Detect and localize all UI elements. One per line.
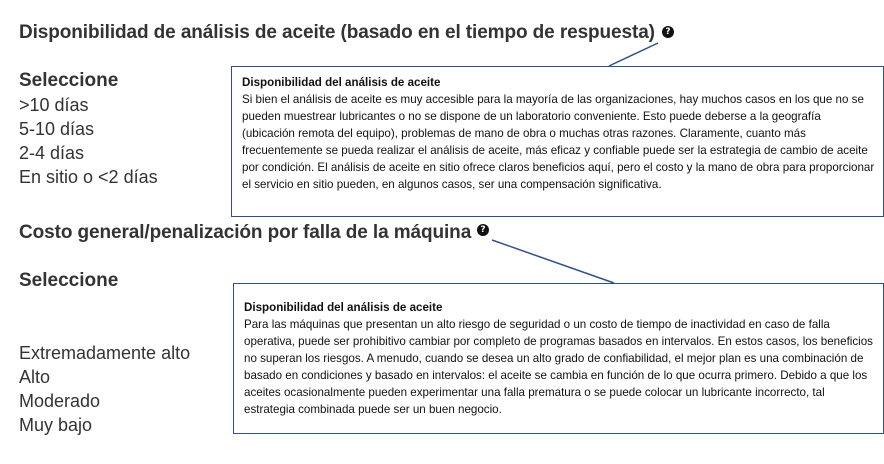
oil-analysis-select-label: Seleccione: [19, 70, 119, 91]
option-high[interactable]: Alto: [19, 367, 51, 387]
option-onsite-under-2-days[interactable]: En sitio o <2 días: [19, 167, 158, 187]
tooltip-title: Disponibilidad del análisis de aceite: [242, 76, 441, 89]
machine-failure-cost-heading: Costo general/penalización por falla de la máquina: [19, 222, 472, 243]
failure-cost-tooltip: [233, 283, 884, 434]
failure-cost-select-label: Seleccione: [19, 270, 119, 291]
help-icon[interactable]: ?: [477, 224, 489, 236]
failure-cost-options: [19, 341, 190, 437]
option-moderate[interactable]: Moderado: [19, 391, 101, 411]
oil-analysis-availability-heading: Disponibilidad de análisis de aceite (basado en el tiempo de respuesta): [19, 22, 655, 43]
tooltip-body: Si bien el análisis de aceite es muy accesible para la mayoría de las organizaciones, hay muchos casos en los que no se pueden muestrear lubricantes o no se dispone de un laboratorio conveniente. Esto puede deberse a la geografía (ubicación remota del equipo), problemas de mano de obra o muchas otras razones. Claramente, cuanto más frecuentemente se pueda realizar el análisis de aceite, más eficaz y confiable puede ser la estrategia de cambio de aceite por condición. El análisis de aceite en sitio ofrece claros beneficios aquí, pero el costo y la mano de obra para proporcionar el servicio en sitio pueden, en algunos casos, ser una compensación significativa.: [242, 93, 875, 191]
option-2-4-days[interactable]: 2-4 días: [19, 143, 85, 163]
option-extremely-high[interactable]: Extremadamente alto: [19, 343, 191, 363]
option-5-10-days[interactable]: 5-10 días: [19, 119, 95, 139]
help-icon[interactable]: ?: [662, 26, 674, 38]
tooltip-body: Para las máquinas que presentan un alto riesgo de seguridad o un costo de tiempo de inactividad en caso de falla operativa, puede ser prohibitivo cambiar por completo de programas basados en intervalos. En estos casos, los beneficios no superan los riesgos. A menudo, cuando se desea un alto grado de confiabilidad, el mejor plan es una combinación de basado en condiciones y basado en intervalos: el aceite se cambia en función de lo que ocurra primero. Debido a que los aceites ocasionalmente pueden experimentar una falla prematura o se puede colocar un lubricante incorrecto, tal estrategia combinada puede ser un buen negocio.: [244, 318, 873, 416]
oil-analysis-tooltip: [231, 66, 884, 217]
tooltip-1-connector: [609, 43, 658, 66]
option-over-10-days[interactable]: >10 días: [19, 95, 89, 115]
tooltip-title: Disponibilidad del análisis de aceite: [244, 301, 443, 314]
oil-analysis-options: [19, 93, 158, 189]
tooltip-2-connector: [492, 240, 614, 283]
option-very-low[interactable]: Muy bajo: [19, 415, 93, 435]
